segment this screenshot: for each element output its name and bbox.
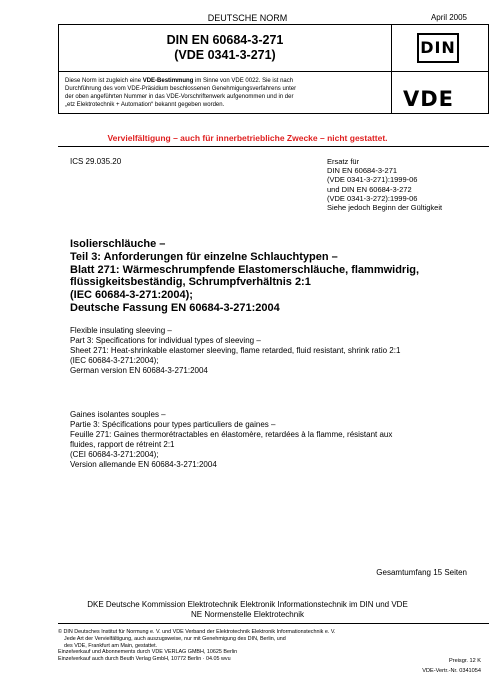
french-title-line4: fluides, rapport de rétreint 2:1 <box>70 440 175 449</box>
order-number: VDE-Vertr.-Nr. 0341054 <box>422 668 481 674</box>
english-title-line3: Sheet 271: Heat-shrinkable elastomer sleeving, flame retarded, fluid resistant, shrink ratio 2:1 <box>70 346 401 355</box>
french-title-line2: Partie 3: Spécifications pour types particuliers de gaines – <box>70 420 276 429</box>
footer-line4: Einzelverkauf und Abonnements durch VDE VERLAG GMBH, 10625 Berlin <box>58 649 238 656</box>
english-title <box>70 326 485 376</box>
footer-line5: Einzelverkauf auch durch Beuth Verlag GmbH, 10772 Berlin · 04.05 wvu <box>58 656 231 663</box>
vde-logo: VDE <box>403 87 455 111</box>
ersatz-line1: Ersatz für <box>327 157 360 166</box>
price-group: Preisgr. 12 K <box>448 658 481 664</box>
publication-date: April 2005 <box>430 13 467 22</box>
german-title <box>70 238 485 315</box>
ersatz-line4: und DIN EN 60684-3-272 <box>327 184 412 194</box>
german-title-line2: Teil 3: Anforderungen für einzelne Schlauchtypen – <box>70 250 338 263</box>
english-title-line1: Flexible insulating sleeving – <box>70 326 172 335</box>
din-logo-text: DIN <box>420 38 456 57</box>
divider-bottom <box>58 623 489 624</box>
norm-type: DEUTSCHE NORM <box>207 13 288 23</box>
ersatz-line6: Siehe jedoch Beginn der Gültigkeit <box>327 203 443 213</box>
french-title-line1: Gaines isolantes souples – <box>70 410 166 419</box>
footer-line3: des VDE, Frankfurt am Main, gestattet. <box>64 642 158 649</box>
footer-line1: © DIN Deutsches Institut für Normung e. V. und VDE Verband der Elektrotechnik Elektronik Informationstechnik e. V. <box>58 629 336 635</box>
title-frame <box>58 24 489 114</box>
standard-title <box>59 33 391 63</box>
notice-line1-post: im Sinne von VDE 0022. Sie ist nach <box>193 78 294 84</box>
footer-line2: Jede Art der Vervielfältigung, auch auszugsweise, nur mit Genehmigung des DIN, Berlin, und <box>64 635 286 642</box>
vde-notice <box>65 77 385 109</box>
notice-line1-bold: VDE-Bestimmung <box>142 78 194 84</box>
notice-line2: Durchführung des vom VDE-Präsidium beschlossenen Genehmigungsverfahrens unter <box>65 86 297 92</box>
committee-line1: DKE Deutsche Kommission Elektrotechnik Elektronik Informationstechnik im DIN und VDE <box>87 600 408 609</box>
german-title-line4: flüssigkeitsbeständig, Schrumpfverhältnis 2:1 <box>70 276 311 289</box>
german-title-line3: Blatt 271: Wärmeschrumpfende Elastomerschläuche, flammwidrig, <box>70 263 420 276</box>
total-pages: Gesamtumfang 15 Seiten <box>376 568 467 577</box>
vde-number: (VDE 0341-3-271) <box>174 48 276 62</box>
french-title <box>70 410 485 470</box>
divider-top <box>58 146 489 147</box>
english-title-line4: (IEC 60684-3-271:2004); <box>70 356 159 365</box>
french-title-line5: (CEI 60684-3-271:2004); <box>70 450 159 459</box>
frame-divider <box>391 25 392 113</box>
notice-line3: der oben angeführten Nummer in das VDE-Vorschriftenwerk aufgenommen und in der <box>65 94 294 100</box>
german-title-line6: Deutsche Fassung EN 60684-3-271:2004 <box>70 301 280 314</box>
din-logo <box>417 33 459 63</box>
german-title-line5: (IEC 60684-3-271:2004); <box>70 289 193 302</box>
notice-line4: „etz Elektrotechnik + Automation“ bekannt gegeben worden. <box>65 102 225 108</box>
committee-info <box>0 600 495 620</box>
english-title-line5: German version EN 60684-3-271:2004 <box>70 366 208 375</box>
committee-line2: NE Normenstelle Elektrotechnik <box>191 610 304 619</box>
german-title-line1: Isolierschläuche – <box>70 238 166 250</box>
notice-line1-pre: Diese Norm ist zugleich eine <box>65 78 143 84</box>
ersatz-line2: DIN EN 60684-3-271 <box>327 166 398 176</box>
din-number: DIN EN 60684-3-271 <box>166 33 284 47</box>
price-info <box>422 656 481 676</box>
french-title-line6: Version allemande EN 60684-3-271:2004 <box>70 460 217 469</box>
english-title-line2: Part 3: Specifications for individual types of sleeving – <box>70 336 261 345</box>
ersatz-line5: (VDE 0341-3-272):1999-06 <box>327 193 418 203</box>
french-title-line3: Feuille 271: Gaines thermorétractables en élastomère, retardées à la flamme, résistant aux <box>70 430 393 439</box>
ics-code: ICS 29.035.20 <box>70 157 122 166</box>
ersatz-line3: (VDE 0341-3-271):1999-06 <box>327 175 418 185</box>
copy-warning: Vervielfältigung – auch für innerbetriebliche Zwecke – nicht gestattet. <box>107 133 388 143</box>
copyright-footer <box>58 629 418 663</box>
replacement-info <box>327 157 442 212</box>
